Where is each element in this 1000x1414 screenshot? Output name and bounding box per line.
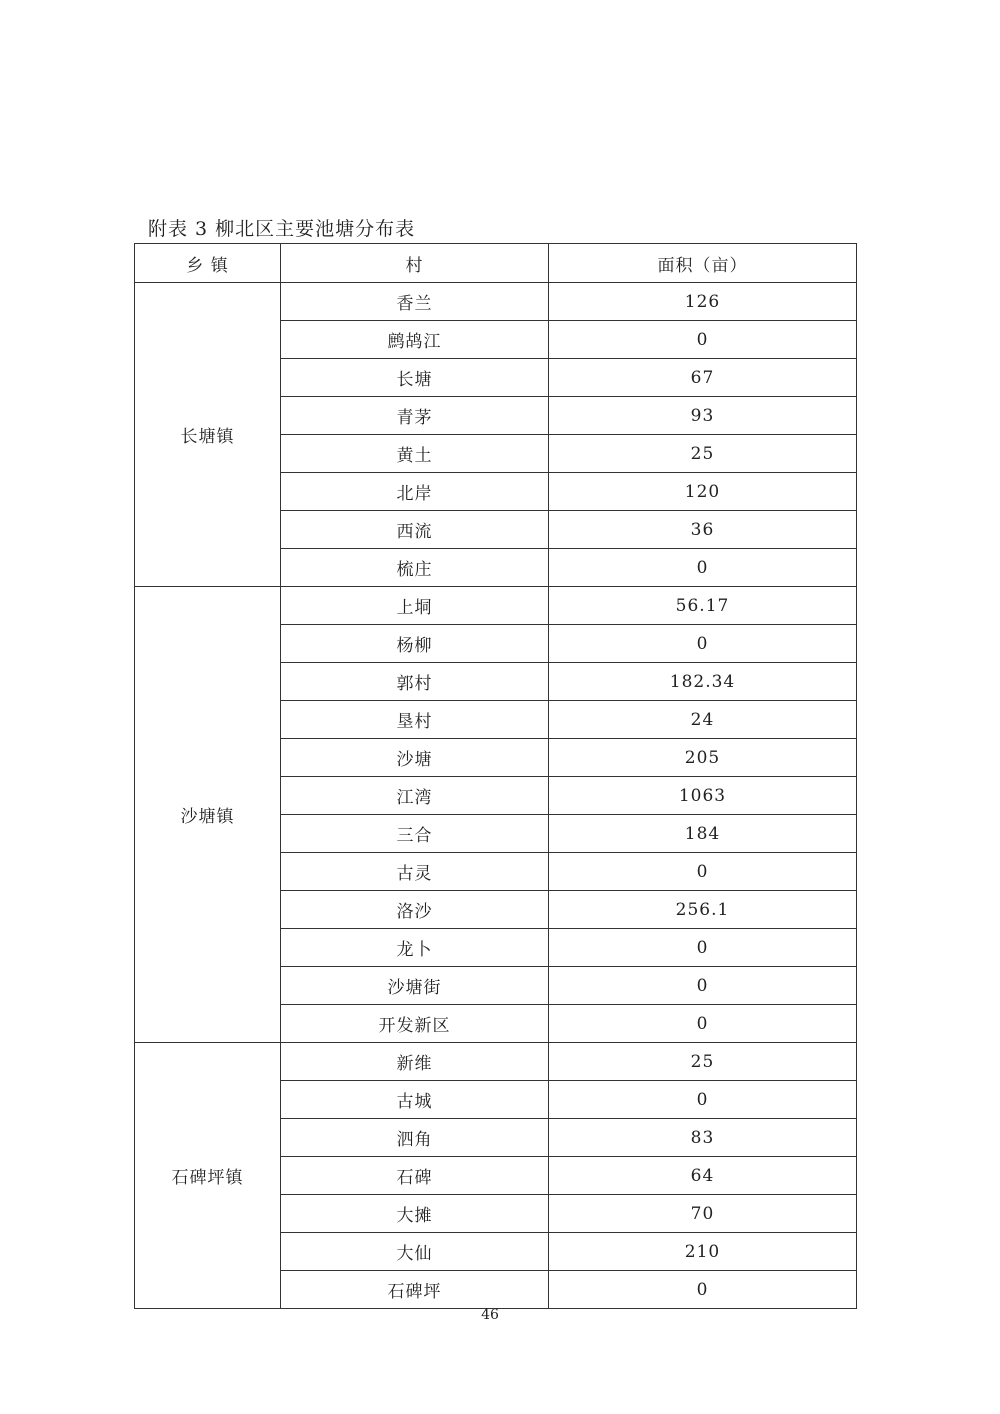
village-cell: 杨柳: [281, 625, 549, 663]
page-number: 46: [481, 1307, 499, 1323]
header-area: 面积（亩）: [549, 244, 857, 283]
area-cell: 1063: [549, 777, 857, 815]
village-cell: 长塘: [281, 359, 549, 397]
village-cell: 沙塘街: [281, 967, 549, 1005]
area-cell: 182.34: [549, 663, 857, 701]
town-cell: 石碑坪镇: [135, 1043, 281, 1309]
area-cell: 0: [549, 625, 857, 663]
village-cell: 黄土: [281, 435, 549, 473]
area-cell: 0: [549, 549, 857, 587]
village-cell: 古灵: [281, 853, 549, 891]
village-cell: 青茅: [281, 397, 549, 435]
village-cell: 北岸: [281, 473, 549, 511]
village-cell: 大摊: [281, 1195, 549, 1233]
area-cell: 25: [549, 435, 857, 473]
village-cell: 西流: [281, 511, 549, 549]
village-cell: 梳庄: [281, 549, 549, 587]
village-cell: 泗角: [281, 1119, 549, 1157]
pond-distribution-table: [134, 243, 857, 1309]
area-cell: 0: [549, 1005, 857, 1043]
village-cell: 郭村: [281, 663, 549, 701]
village-cell: 古城: [281, 1081, 549, 1119]
village-cell: 新维: [281, 1043, 549, 1081]
village-cell: 开发新区: [281, 1005, 549, 1043]
area-cell: 120: [549, 473, 857, 511]
town-cell: 沙塘镇: [135, 587, 281, 1043]
area-cell: 93: [549, 397, 857, 435]
area-cell: 210: [549, 1233, 857, 1271]
area-cell: 0: [549, 1271, 857, 1309]
village-cell: 上垌: [281, 587, 549, 625]
village-cell: 石碑坪: [281, 1271, 549, 1309]
area-cell: 64: [549, 1157, 857, 1195]
village-cell: 三合: [281, 815, 549, 853]
area-cell: 83: [549, 1119, 857, 1157]
area-cell: 67: [549, 359, 857, 397]
area-cell: 0: [549, 1081, 857, 1119]
village-cell: 香兰: [281, 283, 549, 321]
area-cell: 205: [549, 739, 857, 777]
table-row: [135, 283, 857, 321]
area-cell: 256.1: [549, 891, 857, 929]
area-cell: 56.17: [549, 587, 857, 625]
village-cell: 鹧鸪江: [281, 321, 549, 359]
table-title: 附表 3 柳北区主要池塘分布表: [148, 218, 416, 240]
header-village: 村: [281, 244, 549, 283]
area-cell: 184: [549, 815, 857, 853]
village-cell: 石碑: [281, 1157, 549, 1195]
area-cell: 0: [549, 853, 857, 891]
village-cell: 沙塘: [281, 739, 549, 777]
table-header-row: [135, 244, 857, 283]
village-cell: 龙卜: [281, 929, 549, 967]
area-cell: 0: [549, 321, 857, 359]
area-cell: 126: [549, 283, 857, 321]
area-cell: 25: [549, 1043, 857, 1081]
village-cell: 洛沙: [281, 891, 549, 929]
area-cell: 70: [549, 1195, 857, 1233]
table-row: [135, 587, 857, 625]
header-town: 乡 镇: [135, 244, 281, 283]
area-cell: 0: [549, 967, 857, 1005]
table-body: [135, 283, 857, 1309]
table-row: [135, 1043, 857, 1081]
area-cell: 36: [549, 511, 857, 549]
area-cell: 24: [549, 701, 857, 739]
village-cell: 垦村: [281, 701, 549, 739]
town-cell: 长塘镇: [135, 283, 281, 587]
village-cell: 大仙: [281, 1233, 549, 1271]
area-cell: 0: [549, 929, 857, 967]
village-cell: 江湾: [281, 777, 549, 815]
